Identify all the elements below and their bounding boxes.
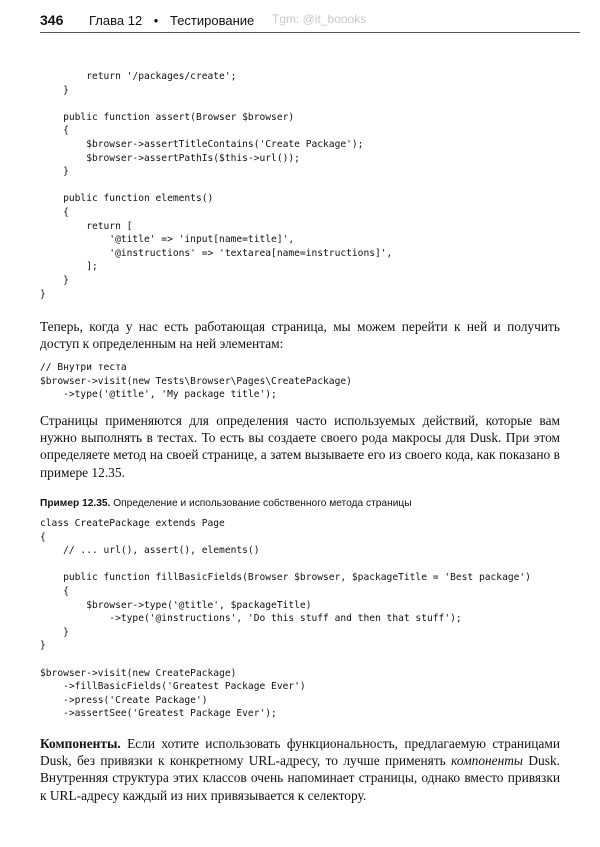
code-listing-page-class: return '/packages/create'; } public function assert(Browser $browser) { $browser->assertTitleContains('Create Package'); $browser->assertPathIs($this->url()); } public function elements() { return [ '@title' => 'input[name=title]', '@instructions' => 'textarea[name=instructions]', ]; } } bbox=[40, 71, 393, 300]
example-caption bbox=[40, 498, 580, 509]
components-text-before: Если хотите использовать функциональность, предлагаемую страницами Dusk, без привязки к конкретному URL-адресу, то лучше применять bbox=[40, 736, 560, 769]
watermark: Tgm: @it_boooks bbox=[272, 12, 367, 26]
code-listing-visit: // Внутри теста $browser->visit(new Tests\Browser\Pages\CreatePackage) ->type('@title', 'My package title'); bbox=[40, 362, 352, 401]
chapter-label: Глава 12 bbox=[88, 13, 143, 28]
components-text-after: Dusk. Внутренняя структура этих классов очень напоминает страницы, однако вместо привязки к URL-адресу каждый из них привязывается к селектору. bbox=[40, 753, 560, 803]
example-label: Пример 12.35. bbox=[40, 498, 111, 509]
page-number: 346 bbox=[40, 12, 64, 28]
header-bullet: • bbox=[153, 13, 159, 28]
header-rule bbox=[40, 32, 580, 33]
paragraph-components bbox=[40, 735, 560, 804]
components-term: Компоненты. bbox=[40, 736, 121, 751]
section-title: Тестирование bbox=[169, 13, 255, 28]
components-emphasis: компоненты bbox=[451, 753, 523, 769]
running-head bbox=[40, 12, 580, 34]
example-title: Определение и использование собственного метода страницы bbox=[113, 498, 412, 509]
paragraph-page-navigation: Теперь, когда у нас есть работающая страница, мы можем перейти к ней и получить доступ к определенным на ней элементам: bbox=[40, 319, 560, 352]
code-listing-example-12-35: class CreatePackage extends Page { // ... url(), assert(), elements() public function fillBasicFields(Browser $browser, $packageTitle = 'Best package') { $browser->type('@title', $packageTitle) ->type('@instructions', 'Do this stuff and then that stuff'); } } $browser->visit(new CreatePackage) ->fillBasicFields('Greatest Package Ever') ->press('Create Package') ->assertSee('Greatest Package Ever'); bbox=[40, 518, 531, 720]
paragraph-page-methods: Страницы применяются для определения часто используемых действий, которые вам нужно выполнять в тестах. То есть вы создаете своего рода макросы для Dusk. При этом определяете метод на своей странице, а затем вызываете его из своего кода, как показано в примере 12.35. bbox=[40, 413, 560, 480]
